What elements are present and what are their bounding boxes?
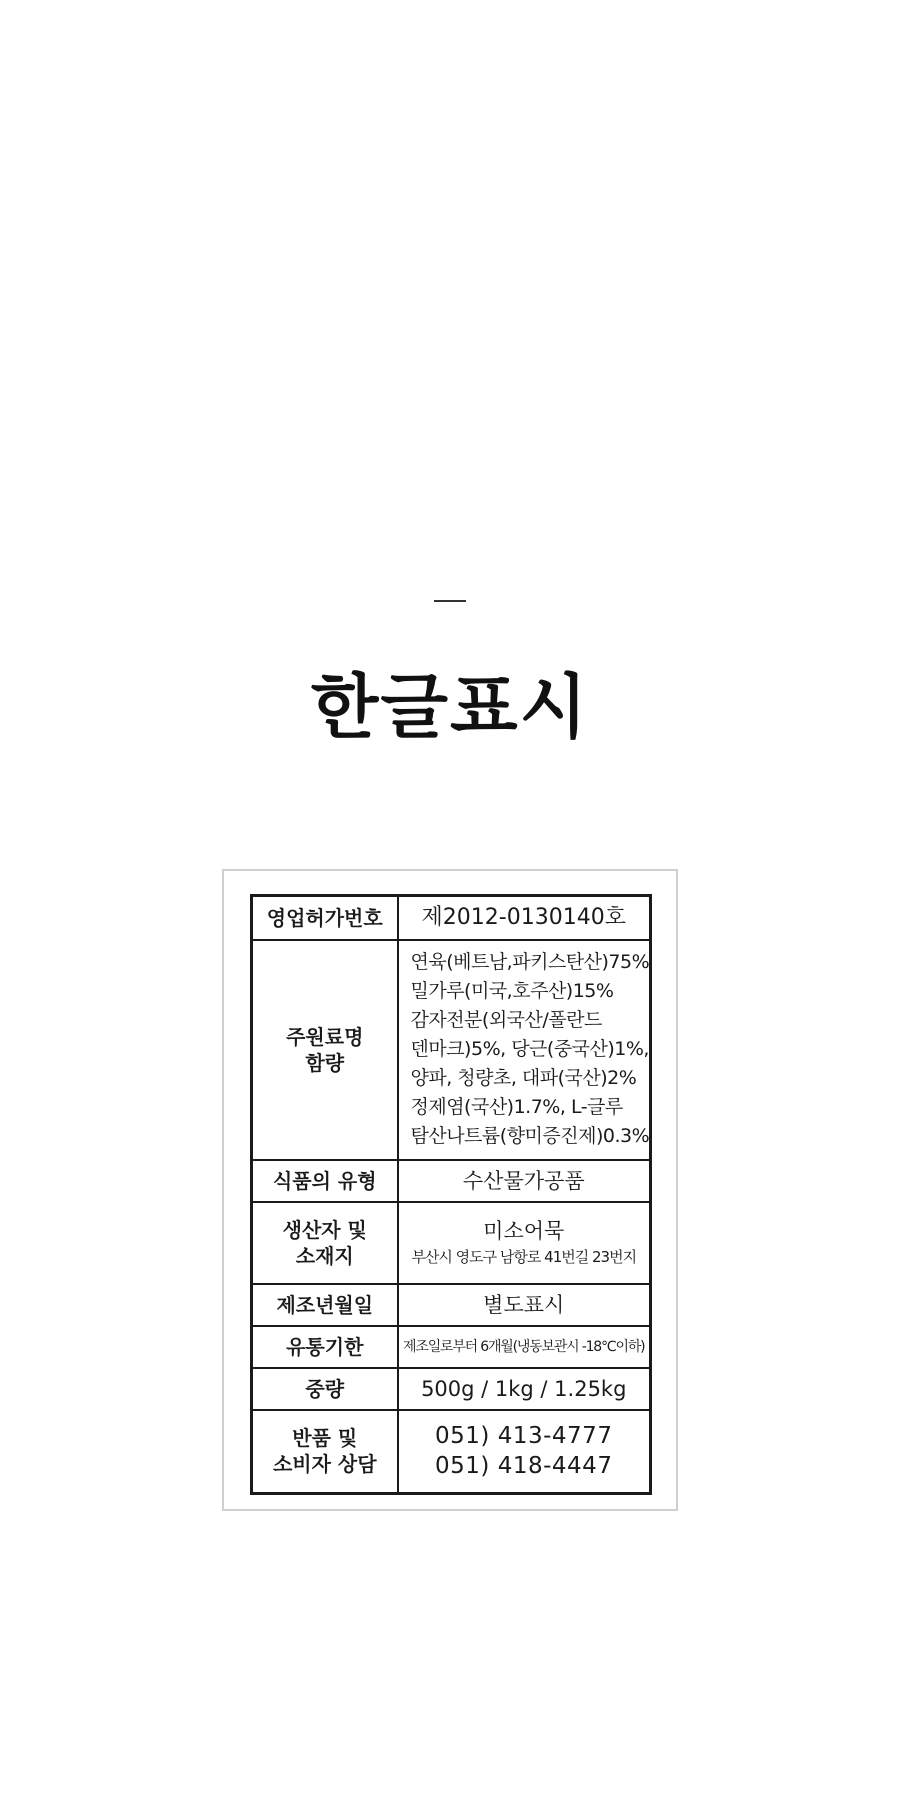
product-label-table: [250, 894, 652, 1495]
permit-value: 제2012-0130140호: [398, 896, 651, 940]
producer-name: 미소어묵: [483, 1218, 565, 1243]
contact-key-line: 소비자 상담: [272, 1452, 377, 1477]
producer-key-line: 소재지: [295, 1243, 354, 1268]
producer-key: [252, 1202, 398, 1284]
food-type-row: [252, 1160, 651, 1202]
contact-key-line: 반품 및: [292, 1426, 358, 1451]
producer-row: [252, 1202, 651, 1284]
ingredient-line: 탐산나트륨(향미증진제)0.3%: [410, 1125, 650, 1147]
contact-key: [252, 1410, 398, 1494]
weight-value: 500g / 1kg / 1.25kg: [398, 1368, 651, 1410]
ingredient-line: 연육(베트남,파키스탄산)75%: [410, 951, 650, 973]
manufacture-date-key: 제조년월일: [252, 1284, 398, 1326]
producer-key-line: 생산자 및: [282, 1217, 367, 1242]
food-type-key: 식품의 유형: [252, 1160, 398, 1202]
product-label-card: [222, 869, 678, 1511]
weight-row: [252, 1368, 651, 1410]
expiry-key: 유통기한: [252, 1326, 398, 1368]
ingredient-line: 양파, 청량초, 대파(국산)2%: [410, 1067, 637, 1089]
contact-phone: 051) 413-4777: [435, 1423, 613, 1450]
expiry-row: [252, 1326, 651, 1368]
contact-row: [252, 1410, 651, 1494]
manufacture-date-row: [252, 1284, 651, 1326]
ingredient-line: 감자전분(외국산/폴란드: [410, 1009, 602, 1031]
ingredient-line: 밀가루(미국,호주산)15%: [410, 980, 614, 1002]
ingredient-line: 정제염(국산)1.7%, L-글루: [410, 1096, 623, 1118]
weight-key: 중량: [252, 1368, 398, 1410]
ingredients-key-line: 함량: [305, 1050, 345, 1075]
producer-value: [398, 1202, 651, 1284]
title-divider: [434, 600, 466, 602]
food-type-value: 수산물가공품: [398, 1160, 651, 1202]
ingredient-line: 덴마크)5%, 당근(중국산)1%,: [410, 1038, 649, 1060]
ingredients-key: [252, 940, 398, 1160]
permit-row: [252, 896, 651, 940]
manufacture-date-value: 별도표시: [398, 1284, 651, 1326]
contact-value: [398, 1410, 651, 1494]
producer-address: 부산시 영도구 남항로 41번길 23번지: [411, 1247, 637, 1266]
expiry-value: [398, 1326, 651, 1368]
page-title: 한글표시: [310, 666, 590, 748]
expiry-text: 제조일로부터 6개월(냉동보관시 -18℃이하): [403, 1338, 645, 1355]
ingredients-row: [252, 940, 651, 1160]
contact-phone: 051) 418-4447: [435, 1453, 613, 1480]
ingredients-value: [398, 940, 651, 1160]
permit-key: 영업허가번호: [252, 896, 398, 940]
ingredients-key-line: 주원료명: [286, 1024, 364, 1049]
